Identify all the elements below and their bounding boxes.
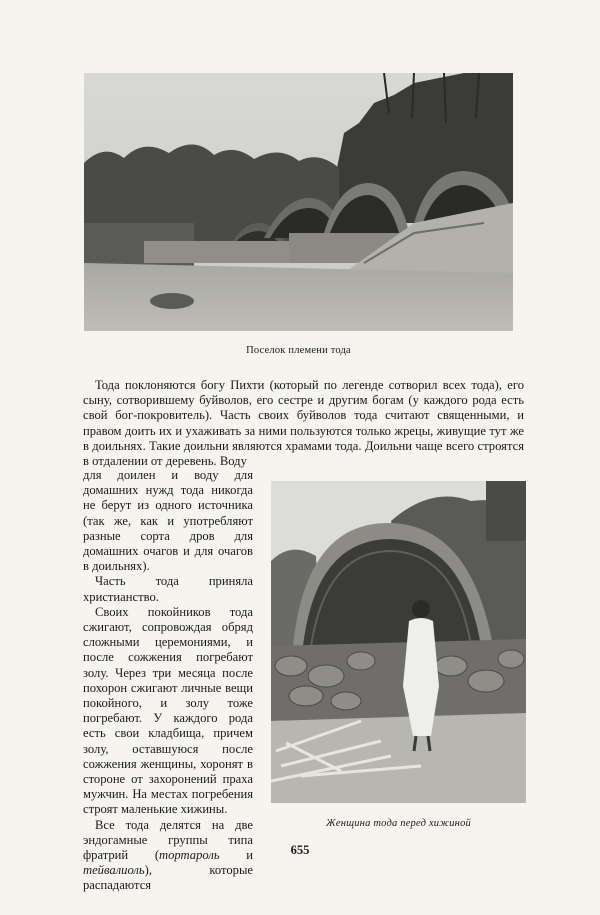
woman-hut-photo-caption: Женщина тода перед хижиной [326, 818, 471, 829]
left-column [83, 468, 253, 894]
column-text-3: Своих покойников тода сжигают, сопровождая обряд сложными церемониями, и после сожжения погребают золу. Через три месяца после похорон сжигают личные вещи покойного, и золу тоже погребают. У каждого рода есть свои кладбища, причем золу, оставшуюся после сожжения женщины, хоронят в стороне от захоронений праха мужчин. На местах погребения строят маленькие хижины. [83, 604, 253, 817]
col4-conj: и [219, 848, 253, 863]
column-text-1: для доилен и воду для домашних нужд тода никогда не берут из одного источника (так же, как и употребляют разные сорта дров для домашних очагов и для очагов в доильнях). [83, 468, 253, 574]
woman-hut-photo [271, 481, 526, 803]
village-photo-caption: Поселок племени тода [246, 345, 351, 356]
page-number: 655 [290, 843, 310, 857]
term-teivaliol: тейвалиоль [83, 863, 145, 878]
term-tortarol: тортароль [159, 848, 220, 863]
column-text-2: Часть тода приняла христианство. [83, 574, 253, 604]
col4-part-a: Все тода делятся на две эндогамные группы типа фратрий ( [83, 817, 253, 863]
village-photo [84, 73, 513, 331]
intro-paragraph [83, 378, 524, 469]
col4-part-b: ), которые распадаются [83, 863, 253, 893]
intro-text: Тода поклоняются богу Пихти (который по легенде сотворил всех тода), его сыну, сотворившему буйволов, его сестре и другим богам (у каждого рода есть свой бог-покровитель). Часть своих буйволов тода считают священными, и правом доить их и ухаживать за ними пользуются только жрецы, живущие тут же в доильнях. Такие доильни являются храмами тода. Доильни чаще всего строятся в отдалении от деревень. Воду [83, 378, 524, 469]
